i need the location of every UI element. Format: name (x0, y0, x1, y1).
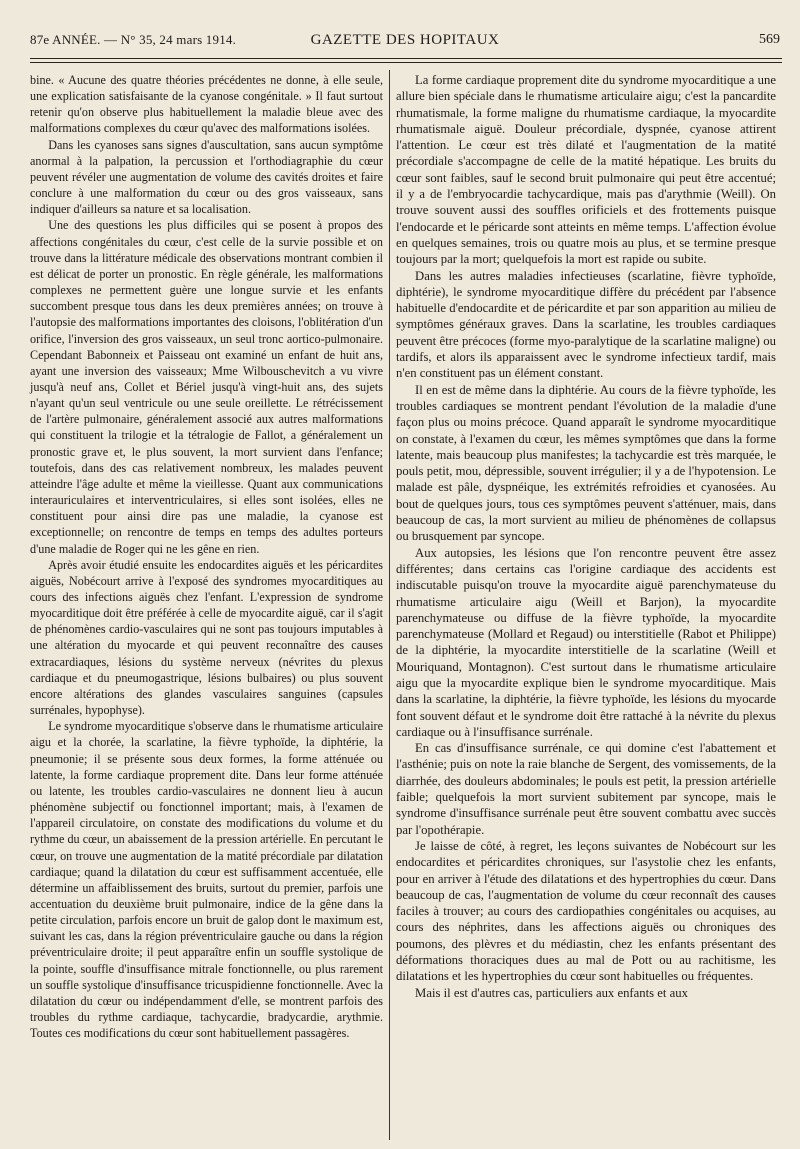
column-divider (389, 70, 390, 1140)
paragraph: Dans les autres maladies infectieuses (scarlatine, fièvre typhoïde, diphtérie), le syndrome myocarditique diffère du précédent par l'absence habituelle d'endocardite et de péricardite et par son apparition au milieu de symptômes généraux graves. Dans la scarlatine, les troubles cardiaques peuvent être précoces (forme myo-paralytique de la scarlatine maligne) ou tardifs, et alors ils apparaissent avec le syndrome infectieux tardif, mais n'en constituent pas un élément constant. (396, 268, 776, 381)
paragraph: Je laisse de côté, à regret, les leçons suivantes de Nobécourt sur les endocardites et péricardites chroniques, sur l'asystolie chez les enfants, pour en arriver à l'étude des dilatations et des hypertrophies du cœur. Dans beaucoup de cas, l'augmentation de volume du cœur reconnaît des causes faciles à trouver; au cours des cardiopathies congénitales ou acquises, au cours des néphrites, dans les affections aiguës ou chroniques des poumons, des plèvres et du médiastin, chez les enfants présentant des déformations thoraciques dues au mal de Pott ou au rachitisme, les dilatations et les hypertrophies du cœur sont habituelles ou fréquentes. (396, 838, 776, 984)
journal-title: GAZETTE DES HOPITAUX (310, 32, 500, 48)
paragraph: Mais il est d'autres cas, particuliers aux enfants et aux (415, 985, 688, 1000)
paragraph: En cas d'insuffisance surrénale, ce qui domine c'est l'abattement et l'asthénie; puis on note la raie blanche de Sergent, des vomissements, de la diarrhée, des douleurs abdominales; le pouls est petit, la pression artérielle faible; quelquefois la mort survient subitement par syncope, mais le syndrome d'insuffisance surrénale peut être souvent combattu avec succès par l'opothérapie. (396, 741, 776, 837)
paragraph: Aux autopsies, les lésions que l'on rencontre peuvent être assez différentes; dans certains cas l'origine cardiaque des accidents est indiscutable puisqu'on trouve la myocardite aiguë parenchymateuse du rhumatisme articulaire aigu (Weill et Barjon), la myocardite parenchymateuse ou diffuse de la fièvre typhoïde, la myocardite parenchymateuse (Mollard et Regaud) ou interstitielle (Rabot et Philippe) de la diphtérie, la myocardite interstitielle de la scarlatine (Weill et Mouriquand, Montagnon). C'est surtout dans le rhumatisme articulaire aigu que la myocardite explique bien le syndrome myocarditique. Mais dans la scarlatine, la diphtérie, la fièvre typhoïde, les lésions du myocarde font souvent défaut et le syndrome doit être rattaché à la névrite du plexus cardiaque ou à l'insuffisance surrénale. (396, 545, 776, 739)
issue-info: 87e ANNÉE. — N° 35, 24 mars 1914. (30, 32, 237, 47)
paragraph: Une des questions les plus difficiles qui se posent à propos des affections congénitales du cœur, c'est celle de la survie possible et on trouve dans la littérature médicale des observations montrant combien il est délicat de porter un pronostic. En règle générale, les malformations complexes ne permettent guère une longue survie et les enfants succombent presque tous dans les deux premières années; on trouve à l'autopsie des malformations importantes des cloisons, l'oblitération d'un orifice, l'inversion des gros vaisseaux, un seul tronc aortico-pulmonaire. Cependant Babonneix et Paisseau ont examiné un enfant de huit ans, ayant une inversion des vaisseaux; Mme Wilbouschevitch a vu vivre jusqu'à neuf ans, Collet et Bériel jusqu'à vingt-huit ans, des sujets n'ayant qu'un seul ventricule ou une seule oreillette. Le rétrécissement de l'artère pulmonaire, généralement associé aux autres malformations qui constituent la trilogie et la tétralogie de Fallot, a généralement un pronostic grave et, le plus souvent, la mort survient dans l'enfance; toutefois, dans des cas relativement nombreux, les malades peuvent atteindre l'âge adulte et même la vieillesse. Quant aux communications interauriculaires et interventriculaires, si elles sont isolées, elles ne constituent pour ainsi dire pas une maladie, la cyanose est exceptionnelle; on rencontre de temps en temps des adultes porteurs d'une maladie de Roger qui ne les gêne en rien. (30, 218, 383, 556)
paragraph: Dans les cyanoses sans signes d'auscultation, sans aucun symptôme anormal à la palpation, la percussion et l'orthodiagraphie du cœur peuvent révéler une augmentation de volume des cavités droites et faire conclure à une malformation du cœur ou des gros vaisseaux, sans indiquer d'ailleurs sa nature et sa localisation. (30, 137, 383, 217)
left-column (30, 72, 383, 1041)
paragraph: Le syndrome myocarditique s'observe dans le rhumatisme articulaire aigu et la chorée, la scarlatine, la fièvre typhoïde, la diphtérie, la pneumonie; il se présente sous deux formes, la forme atténuée ou latente, la forme cardiaque proprement dite. Dans leur forme atténuée ou latente, les troubles cardio-vasculaires ne donnent lieu à aucun phénomène subjectif ou fonctionnel important; mais, à l'examen de l'appareil circulatoire, on constate des modifications du volume et du rythme du cœur, un abaissement de la pression artérielle. En percutant le cœur, on trouve une augmentation de la matité précordiale par dilatation cardiaque; quand la dilatation du cœur est suffisamment accentuée, elle détermine un affaiblissement des bruits, surtout du premier, parfois une accentuation du deuxième bruit pulmonaire, indice de la gêne dans la petite circulation, parfois encore un bruit de galop dont le maximum est, suivant les cas, dans la région préventriculaire gauche ou dans la région préventriculaire droite; il peut apparaître enfin un souffle systolique de la pointe, souffle d'insuffisance mitrale fonctionnelle, ou plus rarement un souffle systolique d'insuffisance tricuspidienne fonctionnelle. Avec la dilatation du cœur ou indépendamment d'elle, se montrent parfois des troubles du rythme cardiaque, tachycardie, bradycardie, arythmie. Toutes ces modifications du cœur sont habituellement passagères. (30, 719, 383, 1041)
right-column (396, 72, 776, 1001)
paragraph: Après avoir étudié ensuite les endocardites aiguës et les péricardites aiguës, Nobécourt arrive à l'exposé des syndromes myocarditiques au cours des infections aiguës chez l'enfant. L'expression de syndrome myocarditique doit être préférée à celle de myocardite aiguë, car il s'agit de phénomènes cardio-vasculaires qui ne sont pas toujours imputables à une altération du myocarde et qui peuvent reconnaître des causes extracardiaques, lésions du système nerveux (névrites du plexus cardiaque et du pneumogastrique, lésions bulbaires) ou plus souvent encore altérations des glandes vasculaires sanguines (capsules surrénales, hypophyse). (30, 557, 383, 718)
running-header (30, 32, 780, 54)
paragraph: bine. « Aucune des quatre théories précédentes ne donne, à elle seule, une explication satisfaisante de la cyanose congénitale. » Il faut surtout retenir qu'on observe plus habituellement la maladie bleue avec des malformations complexes du cœur qu'avec des malformations isolées. (30, 73, 383, 136)
paragraph: La forme cardiaque proprement dite du syndrome myocarditique a une allure bien spéciale dans le rhumatisme articulaire aigu; c'est la pancardite rhumatismale, la forme maligne du rhumatisme cardiaque, la myocardite rhumatismale aiguë. Douleur précordiale, dyspnée, cyanose attirent l'attention. Le cœur est très dilaté et l'augmentation de la matité précordiale s'accompagne de celle de la matité hépatique. Les bruits du cœur sont faibles, sauf le second bruit pulmonaire qui peut être accentué; il y a de l'embryocardie tachycardique, mais pas d'arythmie (Weill). On trouve souvent aussi des souffles orificiels et des frottements puisque l'endocarde et le péricarde sont atteints en même temps. L'affection évolue en quelques semaines, trois ou quatre mois au plus, et se termine presque toujours par la mort; quelquefois la mort est rapide ou subite. (396, 73, 776, 267)
paragraph: Il en est de même dans la diphtérie. Au cours de la fièvre typhoïde, les troubles cardiaques se montrent pendant l'évolution de la maladie d'une façon plus ou moins précoce. Quand apparaît le syndrome myocarditique on constate, à l'examen du cœur, les mêmes symptômes que dans la forme latente, mais beaucoup plus manifestes; la tachycardie est très marquée, le pouls petit, mou, dépressible, souvent irrégulier; il y a de l'hypotension. Le malade est pâle, dyspnéique, les extrémités refroidies et cyanosées. Au bout de quelques jours, tous ces symptômes peuvent s'atténuer, mais, dans beaucoup de cas, la mort survient au milieu de phénomènes de collapsus ou brusquement par syncope. (396, 382, 776, 544)
header-rule-thick (30, 58, 782, 59)
page-number: 569 (759, 32, 780, 47)
header-rule-thin (30, 62, 782, 63)
